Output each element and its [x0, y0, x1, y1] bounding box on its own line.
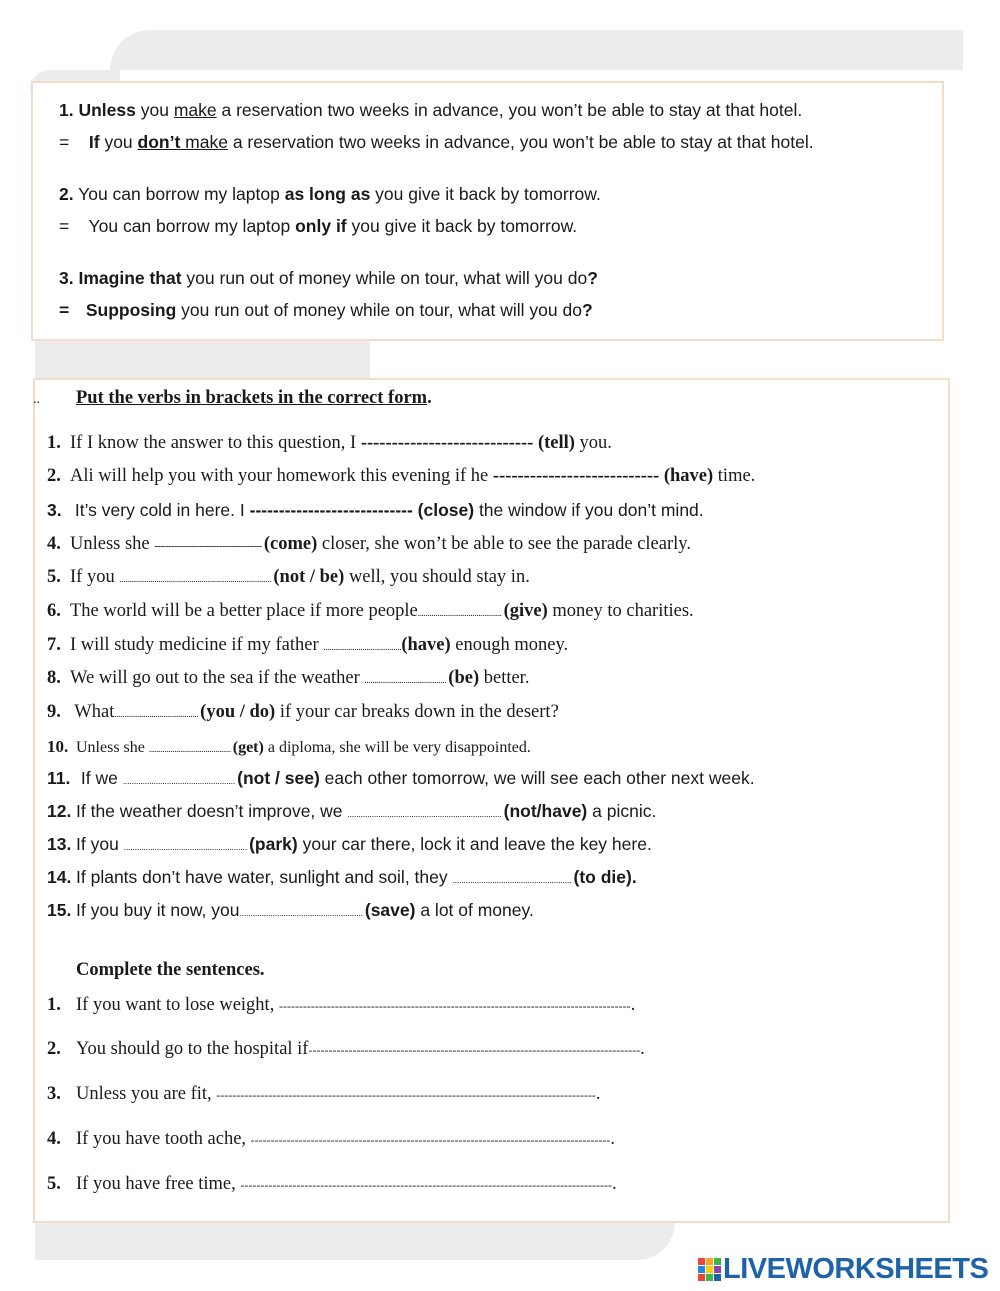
exercise-1-item: 15. If you buy it now, you........................................................ (save) a lot of money.: [47, 900, 534, 920]
exercise-1-item: 12. If the weather doesn’t improve, we ...................................................................... (not/have) a picnic.: [47, 801, 657, 821]
exercise-2-item: 4. If you have tooth ache, ------------------------------------------------------------------------------------------.: [47, 1129, 615, 1149]
answer-blank[interactable]: ..........................................: [364, 675, 449, 685]
exercise-1-item: 13. If you ........................................................ (park) your car there, lock it and leave the key here.: [47, 834, 652, 854]
answer-blank[interactable]: -----------------------------------------------------------------------------------------------: [216, 1088, 596, 1102]
liveworksheets-logo-icon: [697, 1257, 721, 1281]
answer-blank[interactable]: -----------------------------------------------------------------------------------: [308, 1043, 641, 1057]
answer-blank[interactable]: ...........................................: [417, 608, 504, 618]
exercise-2-item: 5. If you have free time, ---------------------------------------------------------------------------------------------.: [47, 1174, 617, 1194]
exercise-1-item: 7. I will study medicine if my father ........................................(have) enough money.: [47, 635, 569, 655]
answer-blank[interactable]: ..............................................................................: [119, 574, 274, 584]
exercise-1-item: 11. If we ................................................... (not / see) each other tomorrow, we will see each other next week.: [47, 768, 755, 788]
answer-blank[interactable]: ........................................................: [123, 842, 250, 852]
decor-shape-middle: [35, 338, 370, 383]
answer-blank[interactable]: ---------------------------: [492, 466, 664, 486]
exercise-2-heading: Complete the sentences.: [76, 960, 265, 980]
exercise-1-item: 4. Unless she -------------------------------------- (come) closer, she won’t be able to see the parade clearly.: [47, 534, 691, 554]
exercise-1-item: 3. It’s very cold in here. I ---------------------------- (close) the window if you don’t mind.: [47, 500, 704, 520]
logo-tile: [706, 1274, 713, 1281]
decor-shape-bottom: [35, 1222, 675, 1260]
answer-blank[interactable]: ........................................................: [239, 908, 365, 918]
decor-shape-top: [110, 30, 963, 70]
answer-blank[interactable]: ..........................................: [148, 744, 233, 754]
logo-tile: [714, 1258, 721, 1265]
exercise-1-item: 9. What........................................... (you / do) if your car breaks down in the desert?: [47, 702, 559, 722]
exercise-2-item: 1. If you want to lose weight, ----------------------------------------------------------------------------------------.: [47, 995, 636, 1015]
answer-blank[interactable]: ----------------------------: [360, 433, 538, 453]
exercise-1-item: 8. We will go out to the sea if the weather .......................................... (be) better.: [47, 668, 530, 688]
logo-tile: [698, 1266, 705, 1273]
exercise-1-item: 10. Unless she .......................................... (get) a diploma, she will be very disappointed.: [47, 737, 531, 756]
answer-blank[interactable]: ...........................................: [114, 709, 201, 719]
liveworksheets-logo-text: LIVEWORKSHEETS: [723, 1252, 989, 1285]
answer-blank[interactable]: ----------------------------------------------------------------------------------------: [278, 999, 631, 1013]
exercise-1-item: 5. If you .............................................................................. (not / be) well, you should stay in.: [47, 567, 530, 587]
exercise-1-heading: .. Put the verbs in brackets in the correct form.: [33, 388, 432, 408]
answer-blank[interactable]: ----------------------------: [249, 500, 418, 520]
answer-blank[interactable]: ........................................: [323, 642, 402, 652]
exercise-1-item: 6. The world will be a better place if more people........................................... (give) money to charities.: [47, 601, 694, 621]
exercise-2-item: 2. You should go to the hospital if-----------------------------------------------------------------------------------.: [47, 1039, 645, 1059]
answer-blank[interactable]: ------------------------------------------------------------------------------------------: [250, 1133, 611, 1147]
logo-tile: [714, 1266, 721, 1273]
liveworksheets-logo[interactable]: [697, 1253, 988, 1285]
example-2-line-2: = You can borrow my laptop only if you give it back by tomorrow.: [59, 216, 578, 236]
exercise-2-item: 3. Unless you are fit, -----------------------------------------------------------------------------------------------.: [47, 1084, 601, 1104]
example-3-line-2: = Supposing you run out of money while on tour, what will you do?: [59, 300, 593, 320]
example-2-line-1: 2. You can borrow my laptop as long as you give it back by tomorrow.: [59, 184, 601, 204]
example-1-line-2: = If you don’t make a reservation two weeks in advance, you won’t be able to stay at that hotel.: [59, 132, 814, 152]
answer-blank[interactable]: ......................................................: [452, 875, 574, 885]
logo-tile: [714, 1274, 721, 1281]
example-1-line-1: 1. Unless you make a reservation two weeks in advance, you won’t be able to stay at that hotel.: [59, 100, 803, 120]
answer-blank[interactable]: --------------------------------------: [154, 541, 264, 552]
logo-tile: [706, 1258, 713, 1265]
exercise-1-item: 14. If plants don’t have water, sunlight and soil, they ...................................................... (to die).: [47, 867, 637, 887]
exercise-1-item: 1. If I know the answer to this question, I ---------------------------- (tell) you.: [47, 433, 612, 453]
exercise-1-item: 2. Ali will help you with your homework this evening if he --------------------------- (have) time.: [47, 466, 756, 486]
logo-tile: [698, 1258, 705, 1265]
logo-tile: [706, 1266, 713, 1273]
answer-blank[interactable]: ...................................................: [122, 776, 238, 786]
example-3-line-1: 3. Imagine that you run out of money while on tour, what will you do?: [59, 268, 598, 288]
logo-tile: [698, 1274, 705, 1281]
answer-blank[interactable]: ......................................................................: [347, 809, 504, 819]
answer-blank[interactable]: ---------------------------------------------------------------------------------------------: [240, 1178, 613, 1192]
